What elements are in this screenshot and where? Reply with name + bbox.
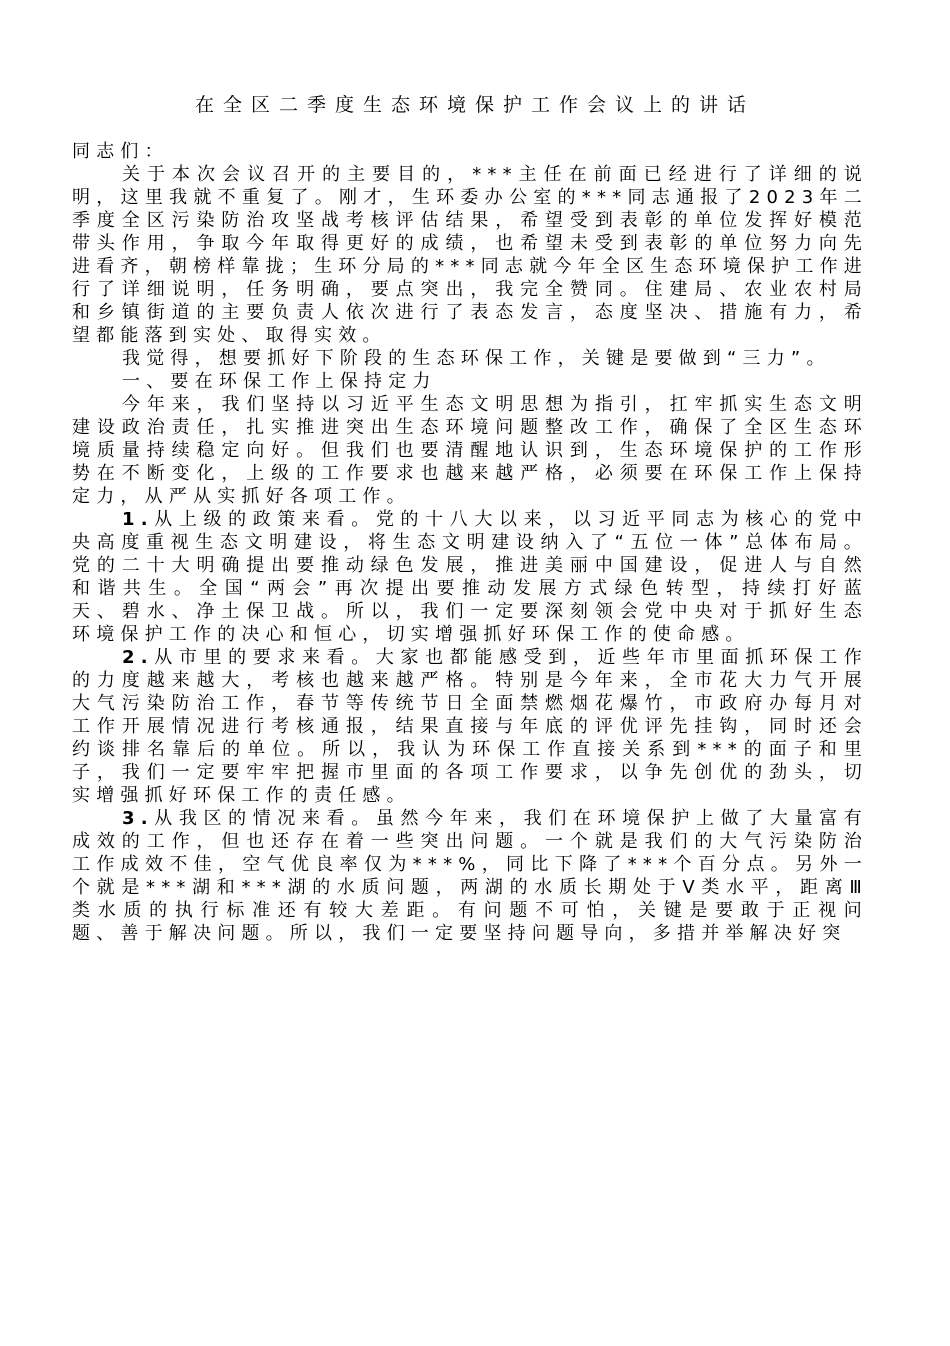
point-text: 从上级的政策来看。党的十八大以来，以习近平同志为核心的党中央高度重视生态文明建设，将生态文明建设纳入了“五位一体”总体布局。党的二十大明确提出要推动绿色发展，推进美丽中国建设，促进人与自然和谐共生。全国“两会”再次提出要推动发展方式绿色转型，持续打好蓝天、碧水、净土保卫战。所以，我们一定要深刻领会党中央对于抓好生态环境保护工作的决心和恒心，切实增强抓好环保工作的使命感。: [72, 509, 868, 645]
point-text: 从市里的要求来看。大家也都能感受到，近些年市里面抓环保工作的力度越来越大，考核也越来越严格。特别是今年来，全市花大力气开展大气污染防治工作，春节等传统节日全面禁燃烟花爆竹，市政府办每月对工作开展情况进行考核通报，结果直接与年底的评优评先挂钩，同时还会约谈排名靠后的单位。所以，我认为环保工作直接关系到***的面子和里子，我们一定要牢牢把握市里面的各项工作要求，以争先创优的劲头，切实增强抓好环保工作的责任感。: [72, 647, 868, 806]
point-2: [72, 646, 868, 807]
point-1: [72, 508, 868, 646]
document-body: [72, 140, 868, 945]
paragraph-three-forces: 我觉得，想要抓好下阶段的生态环保工作，关键是要做到“三力”。: [122, 348, 831, 369]
paragraph-section-one: 今年来，我们坚持以习近平生态文明思想为指引，扛牢抓实生态文明建设政治责任，扎实推进突出生态环境问题整改工作，确保了全区生态环境质量持续稳定向好。但我们也要清醒地认识到，生态环境保护的工作形势在不断变化，上级的工作要求也越来越严格，必须要在环保工作上保持定力，从严从实抓好各项工作。: [72, 394, 868, 507]
salutation: 同志们：: [72, 141, 169, 162]
paragraph-intro: 关于本次会议召开的主要目的，***主任在前面已经进行了详细的说明，这里我就不重复了。刚才，生环委办公室的***同志通报了2023年二季度全区污染防治攻坚战考核评估结果，希望受到表彰的单位发挥好模范带头作用，争取今年取得更好的成绩，也希望未受到表彰的单位努力向先进看齐，朝榜样靠拢；生环分局的***同志就今年全区生态环境保护工作进行了详细说明，任务明确，要点突出，我完全赞同。住建局、农业农村局和乡镇街道的主要负责人依次进行了表态发言，态度坚决、措施有力，希望都能落到实处、取得实效。: [72, 164, 868, 346]
point-number: 2.: [122, 647, 154, 668]
point-number: 1.: [122, 509, 154, 530]
document-title: 在全区二季度生态环境保护工作会议上的讲话: [194, 94, 755, 116]
point-3: [72, 807, 868, 945]
point-text: 从我区的情况来看。虽然今年来，我们在环境保护上做了大量富有成效的工作，但也还存在着一些突出问题。一个就是我们的大气污染防治工作成效不佳，空气优良率仅为***%，同比下降了***个百分点。另外一个就是***湖和***湖的水质问题，两湖的水质长期处于Ⅴ类水平，距离Ⅲ类水质的执行标准还有较大差距。有问题不可怕，关键是要敢于正视问题、善于解决问题。所以，我们一定要坚持问题导向，多措并举解决好突: [72, 808, 868, 944]
point-number: 3.: [122, 808, 154, 829]
section-heading-one: 一、要在环保工作上保持定力: [122, 371, 437, 392]
